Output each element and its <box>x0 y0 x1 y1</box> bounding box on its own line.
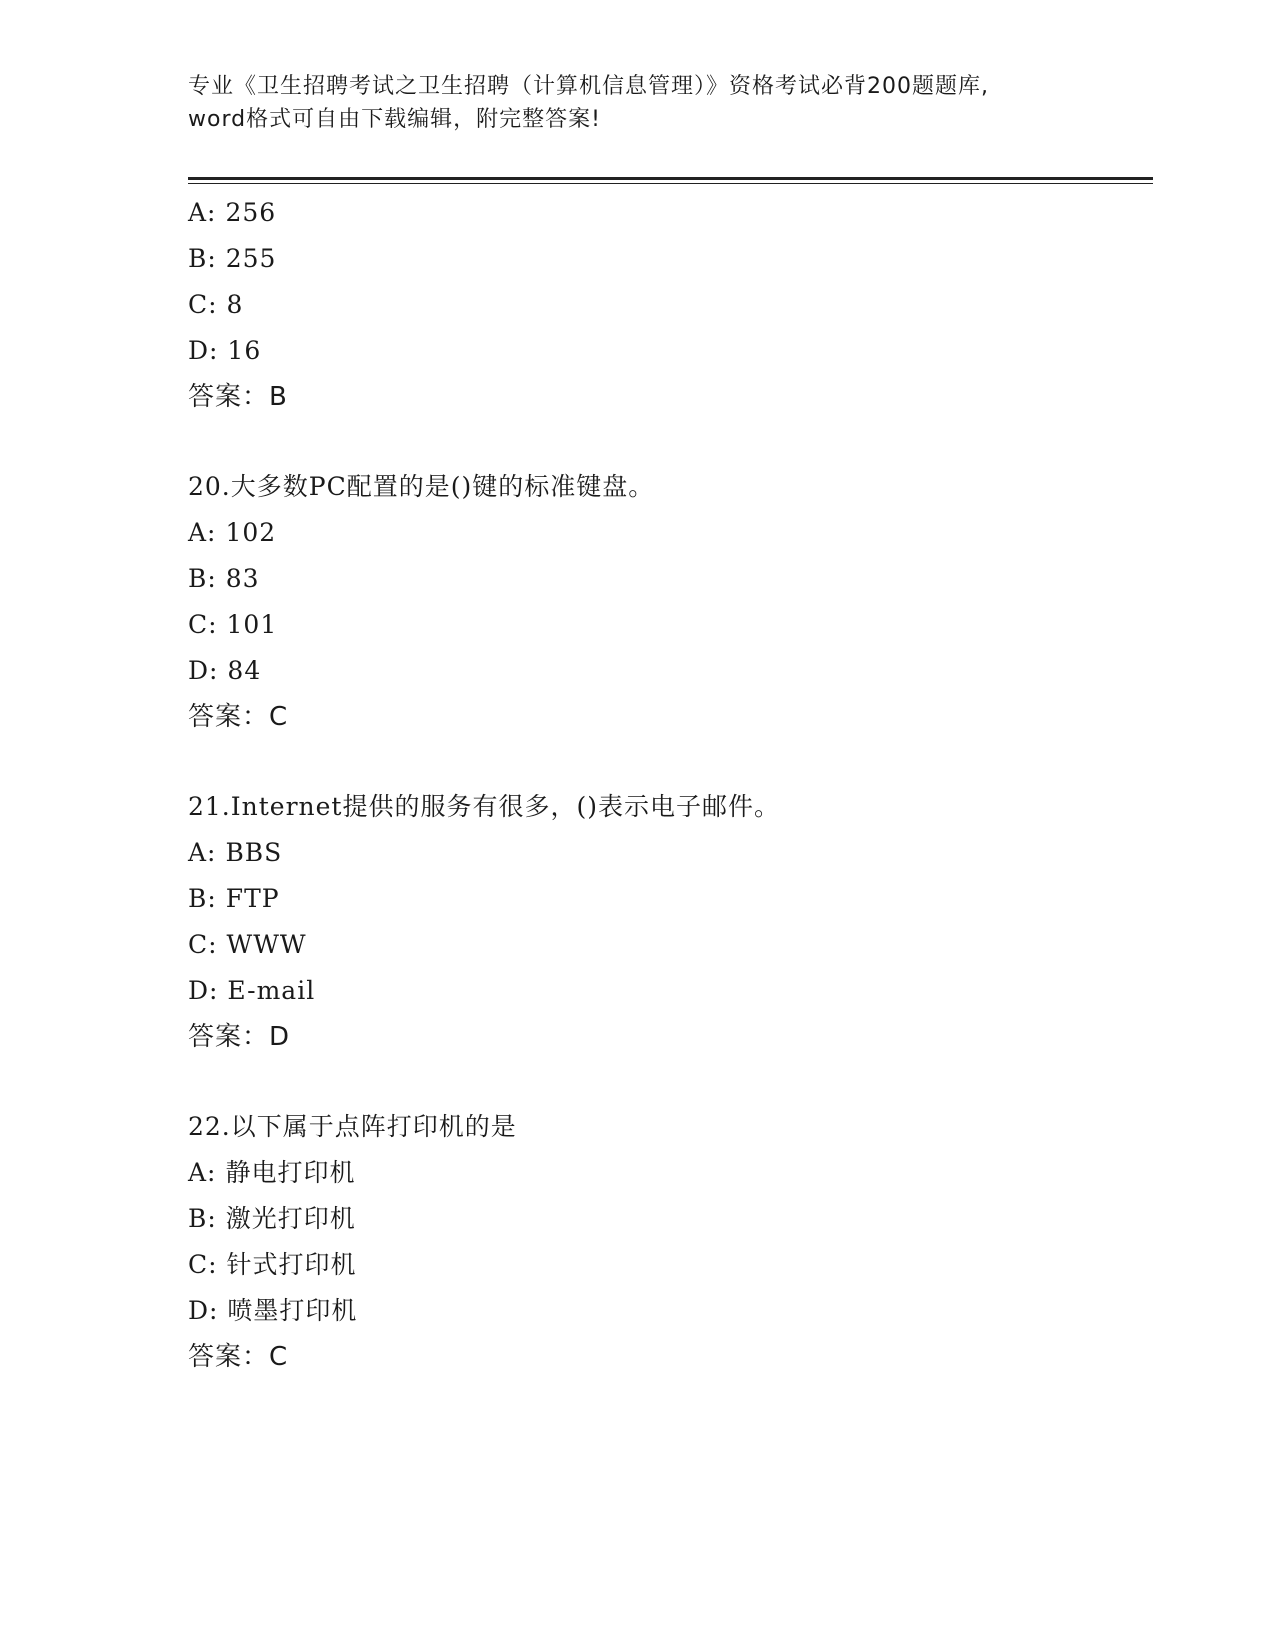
option-text: 8 <box>226 290 244 319</box>
option-key: B: <box>188 884 217 913</box>
option-c <box>188 922 1153 968</box>
option-d <box>188 648 1153 694</box>
option-text: 静电打印机 <box>225 1158 356 1187</box>
option-text: 102 <box>225 518 277 547</box>
option-b <box>188 876 1153 922</box>
option-key: D: <box>188 976 219 1005</box>
option-text: 16 <box>227 336 262 365</box>
answer-line: 答案：C <box>188 702 289 732</box>
header-divider-thin <box>188 183 1153 184</box>
option-text: 84 <box>227 656 262 685</box>
option-key: B: <box>188 1204 217 1233</box>
option-a <box>188 190 1153 236</box>
option-d <box>188 968 1153 1014</box>
option-text: BBS <box>225 838 283 867</box>
option-text: 255 <box>225 244 277 273</box>
option-d <box>188 1288 1153 1334</box>
option-a <box>188 510 1153 556</box>
option-key: C: <box>188 610 218 639</box>
option-b <box>188 556 1153 602</box>
option-b <box>188 1196 1153 1242</box>
question-21 <box>188 784 1153 1060</box>
option-text: 256 <box>225 198 277 227</box>
option-key: D: <box>188 656 219 685</box>
option-text: FTP <box>225 884 280 913</box>
option-c <box>188 1242 1153 1288</box>
question-20 <box>188 464 1153 740</box>
option-key: A: <box>188 1158 217 1187</box>
option-key: D: <box>188 1296 219 1325</box>
option-a <box>188 1150 1153 1196</box>
option-text: 喷墨打印机 <box>227 1296 358 1325</box>
question-22 <box>188 1104 1153 1380</box>
option-d <box>188 328 1153 374</box>
answer-line: 答案：D <box>188 1022 291 1052</box>
question-stem: 20.大多数PC配置的是()键的标准键盘。 <box>188 472 655 501</box>
question-list <box>188 190 1153 1380</box>
question-19-tail <box>188 190 1153 420</box>
option-key: A: <box>188 838 217 867</box>
option-c <box>188 282 1153 328</box>
option-key: C: <box>188 930 218 959</box>
option-key: B: <box>188 244 217 273</box>
question-stem: 22.以下属于点阵打印机的是 <box>188 1112 517 1141</box>
document-header <box>188 70 1088 136</box>
option-key: A: <box>188 518 217 547</box>
option-key: B: <box>188 564 217 593</box>
option-b <box>188 236 1153 282</box>
option-key: D: <box>188 336 219 365</box>
header-line-1: 专业《卫生招聘考试之卫生招聘（计算机信息管理）》资格考试必背200题题库, <box>188 74 989 99</box>
option-text: WWW <box>226 930 307 959</box>
option-text: 针式打印机 <box>226 1250 357 1279</box>
header-line-2: word格式可自由下载编辑，附完整答案! <box>188 107 601 132</box>
option-text: 激光打印机 <box>225 1204 356 1233</box>
option-text: 83 <box>225 564 260 593</box>
question-stem: 21.Internet提供的服务有很多，()表示电子邮件。 <box>188 792 780 821</box>
option-text: E-mail <box>227 976 316 1005</box>
option-key: C: <box>188 290 218 319</box>
option-key: C: <box>188 1250 218 1279</box>
option-c <box>188 602 1153 648</box>
header-divider-thick <box>188 177 1153 180</box>
option-key: A: <box>188 198 217 227</box>
option-text: 101 <box>226 610 278 639</box>
answer-line: 答案：C <box>188 1342 289 1372</box>
answer-line: 答案：B <box>188 382 288 412</box>
option-a <box>188 830 1153 876</box>
